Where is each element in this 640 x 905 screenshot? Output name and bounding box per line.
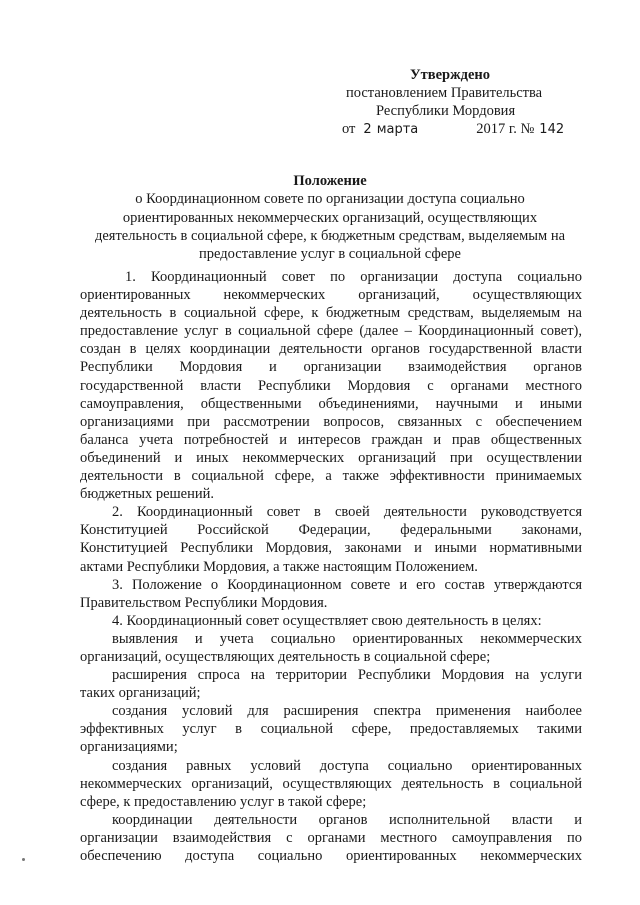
body-line: организаций, осуществляющих деятельность в социальной сфере; [80, 648, 491, 665]
approval-day: 2 [363, 122, 372, 137]
body-line: Конституцией Республики Мордовия, законами и иными нормативными [80, 540, 582, 557]
body-line: баланса учета потребностей и интересов граждан и прав общественных [80, 431, 582, 448]
body-line: деятельности в социальной сфере, а также эффективности принимаемых [80, 468, 582, 485]
approval-title: Утверждено [410, 67, 490, 83]
body-line: организациями; [80, 739, 178, 756]
body-line: обеспечению доступа социально ориентированных некоммерческих [80, 848, 582, 864]
body-line: 1. Координационный совет по организации доступа социально [125, 269, 582, 285]
body-line: координации деятельности органов исполнительной власти и [112, 811, 582, 828]
subtitle-line: о Координационном совете по организации доступа социально [135, 191, 525, 208]
subtitle-line: деятельность в социальной сфере, к бюджетным средствам, выделяемым на [94, 227, 566, 244]
document-title: Положение [293, 173, 367, 189]
body-line: расширения спроса на территории Республики Мордовия на услуги [112, 667, 582, 684]
body-line: создания условий для расширения спектра применения наиболее [112, 703, 582, 720]
approval-date-prefix: от [342, 121, 356, 137]
document-body [80, 268, 582, 865]
body-line: создан в целях координации деятельности органов государственной власти [80, 341, 582, 358]
body-line: сфере, к предоставлению услуг в такой сфере; [80, 793, 367, 810]
document-title-block [70, 172, 590, 263]
body-line: организации взаимодействия с органами местного самоуправления по [80, 829, 582, 846]
body-line: выявления и учета социально ориентированных некоммерческих [112, 630, 582, 647]
body-line: создания равных условий доступа социально ориентированных [112, 757, 582, 774]
body-line: объединений и иных некоммерческих организаций при осуществлении [80, 449, 582, 466]
body-line: 2. Координационный совет в своей деятельности руководствуется [112, 504, 582, 521]
body-line: деятельность в социальной сфере, к бюджетным средствам, выделяемым на [80, 305, 582, 322]
subtitle-line: ориентированных некоммерческих организаций, осуществляющих [122, 209, 538, 226]
approval-number: 142 [539, 122, 565, 137]
approval-date-line [330, 120, 590, 139]
body-line: государственной власти Республики Мордовия с органами местного [80, 377, 582, 394]
approval-year-number-label: 2017 г. № [476, 121, 535, 137]
body-line: Конституцией Российской Федерации, федеральными законами, [80, 522, 582, 539]
body-line: предоставление услуг в социальной сфере (далее – Координационный совет), [80, 323, 582, 340]
body-line: бюджетных решений. [80, 486, 215, 503]
body-line: актами Республики Мордовия, а также настоящим Положением. [80, 558, 478, 575]
body-line: организациями при рассмотрении вопросов, связанных с обеспечением [80, 413, 582, 430]
body-line: таких организаций; [80, 685, 201, 702]
body-line: самоуправления, общественными объединениями, научными и иными [80, 395, 582, 412]
approval-month: марта [376, 122, 419, 137]
body-line: некоммерческих организаций, осуществляющих деятельность в социальной [80, 775, 582, 792]
approval-stamp [330, 66, 590, 139]
approval-line-1: постановлением Правительства [346, 85, 543, 101]
approval-line-2: Республики Мордовия [376, 103, 516, 119]
body-line: Правительством Республики Мордовия. [80, 594, 328, 611]
body-line: Республики Мордовия и организации взаимодействия органов [80, 359, 582, 376]
body-line: 3. Положение о Координационном совете и его состав утверждаются [112, 576, 582, 593]
body-line: эффективных услуг в социальной сфере, предоставляемых такими [80, 721, 582, 738]
scan-speck [22, 858, 25, 861]
body-line: 4. Координационный совет осуществляет свою деятельность в целях: [112, 612, 542, 629]
subtitle-line: предоставление услуг в социальной сфере [199, 246, 461, 263]
body-line: ориентированных некоммерческих организаций, осуществляющих [80, 287, 582, 304]
